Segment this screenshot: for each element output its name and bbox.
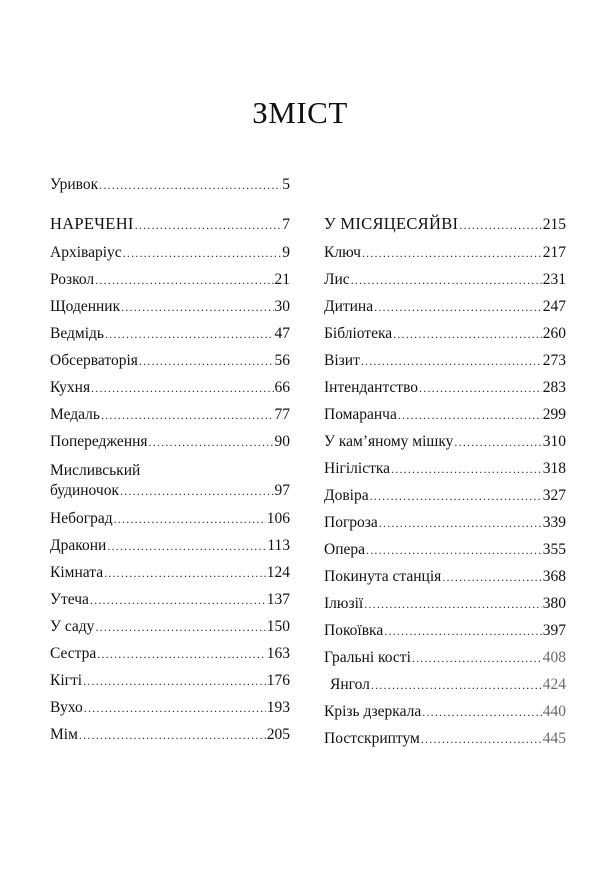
entry-page: 310	[542, 433, 566, 450]
entry-title: Попередження	[50, 433, 148, 450]
entry-title: Покинута станція	[324, 568, 442, 585]
page-title: ЗМІСТ	[252, 95, 348, 130]
toc-entry	[324, 352, 566, 370]
entry-page: 283	[542, 379, 566, 396]
entry-title: Сестра	[50, 645, 97, 662]
toc-section-entry	[324, 215, 566, 234]
dot-leader	[105, 325, 274, 343]
entry-page: 299	[542, 406, 566, 423]
dot-leader	[123, 244, 282, 262]
entry-title: У кам’яному мішку	[324, 433, 454, 450]
entry-title: Крізь дзеркала	[324, 703, 422, 720]
dot-leader	[398, 406, 542, 424]
entry-page: 368	[542, 568, 566, 585]
toc-entry	[324, 271, 566, 289]
entry-title: Утеча	[50, 591, 89, 608]
dot-leader	[351, 271, 542, 289]
toc-entry	[324, 568, 566, 586]
toc-entry	[324, 325, 566, 343]
dot-leader	[421, 730, 542, 748]
entry-page: 106	[266, 510, 290, 527]
entry-page: 163	[266, 645, 290, 662]
toc-entry	[50, 672, 290, 690]
entry-title: Опера	[324, 541, 365, 558]
entry-page: 355	[542, 541, 566, 558]
dot-leader	[95, 618, 265, 636]
toc-entry	[324, 514, 566, 532]
toc-entry	[50, 298, 290, 316]
entry-page: 380	[542, 595, 566, 612]
entry-title: Щоденник	[50, 298, 121, 315]
entry-title: Кімната	[50, 564, 104, 581]
dot-leader	[364, 595, 542, 613]
dot-leader	[121, 298, 273, 316]
toc-entry	[324, 649, 566, 667]
dot-leader	[393, 325, 542, 343]
toc-entry	[50, 433, 290, 451]
entry-title: Нігілістка	[324, 460, 391, 477]
entry-page: 21	[274, 271, 290, 288]
dot-leader	[149, 433, 274, 451]
toc-entry	[324, 622, 566, 640]
dot-leader	[454, 433, 541, 451]
dot-leader	[422, 703, 542, 721]
entry-second-line	[50, 482, 290, 500]
dot-leader	[114, 510, 266, 528]
toc-entry	[330, 676, 566, 694]
entry-title: Покоївка	[324, 622, 384, 639]
entry-title: Лис	[324, 271, 350, 288]
toc-entry	[50, 564, 290, 582]
toc-entry	[324, 541, 566, 559]
dot-leader	[99, 176, 281, 194]
entry-title: Бібліотека	[324, 325, 393, 342]
toc-entry	[50, 244, 290, 262]
dot-leader	[95, 271, 273, 289]
toc-entry	[50, 510, 290, 528]
toc-entry	[50, 271, 290, 289]
entry-page: 408	[542, 649, 566, 666]
toc-entry	[324, 730, 566, 748]
entry-title: Ведмідь	[50, 325, 104, 342]
entry-title-line1: Мисливський	[50, 462, 141, 479]
toc-entry	[324, 487, 566, 505]
toc-entry	[50, 726, 290, 744]
dot-leader	[90, 591, 266, 609]
entry-title: Довіра	[324, 487, 369, 504]
entry-page: 124	[266, 564, 290, 581]
dot-leader	[84, 699, 266, 717]
section-title: НАРЕЧЕНІ	[50, 214, 134, 233]
entry-page: 30	[274, 298, 290, 315]
entry-page: 397	[542, 622, 566, 639]
entry-page: 215	[542, 216, 566, 233]
entry-title: Кухня	[50, 379, 91, 396]
toc-entry	[50, 379, 290, 397]
toc-entry	[324, 244, 566, 262]
entry-page: 137	[266, 591, 290, 608]
entry-page: 440	[542, 703, 566, 720]
entry-title: Ключ	[324, 244, 361, 261]
entry-title: Помаранча	[324, 406, 397, 423]
entry-page: 231	[542, 271, 566, 288]
entry-page: 445	[542, 730, 566, 747]
toc-entry	[50, 591, 290, 609]
entry-title: Вухо	[50, 699, 83, 716]
dot-leader	[374, 298, 542, 316]
dot-leader	[384, 622, 542, 640]
dot-leader	[459, 216, 541, 234]
entry-title: Мім	[50, 726, 78, 743]
dot-leader	[371, 676, 542, 694]
toc-section-entry	[50, 215, 290, 234]
entry-page: 424	[542, 676, 566, 693]
entry-page: 9	[282, 244, 290, 261]
dot-leader	[107, 537, 266, 555]
entry-page: 97	[274, 482, 290, 499]
toc-entry	[324, 703, 566, 721]
entry-page: 77	[274, 406, 290, 423]
entry-page: 56	[274, 352, 290, 369]
entry-page: 273	[542, 352, 566, 369]
section-title: У МІСЯЦЕСЯЙВІ	[324, 214, 459, 233]
entry-page: 90	[274, 433, 290, 450]
dot-leader	[412, 649, 542, 667]
entry-page: 247	[542, 298, 566, 315]
entry-title: Архіваріус	[50, 244, 122, 261]
entry-page: 66	[274, 379, 290, 396]
dot-leader	[135, 216, 282, 234]
dot-leader	[91, 379, 273, 397]
toc-entry	[50, 352, 290, 370]
entry-title: Постскриптум	[324, 730, 420, 747]
entry-page: 150	[266, 618, 290, 635]
entry-page: 47	[274, 325, 290, 342]
entry-title: Візит	[324, 352, 360, 369]
entry-title: Небоград	[50, 510, 113, 527]
entry-title: Дракони	[50, 537, 107, 554]
entry-title: Янгол	[330, 676, 370, 693]
dot-leader	[139, 352, 274, 370]
entry-title-line2: будиночок	[50, 482, 119, 499]
entry-page: 5	[282, 176, 290, 193]
toc-entry	[324, 379, 566, 397]
dot-leader	[442, 568, 541, 586]
dot-leader	[83, 672, 266, 690]
dot-leader	[379, 514, 542, 532]
dot-leader	[97, 645, 265, 663]
toc-entry	[50, 645, 290, 663]
entry-title: Гральні кості	[324, 649, 411, 666]
entry-title: Інтендантство	[324, 379, 419, 396]
toc-entry	[324, 460, 566, 478]
dot-leader	[370, 487, 542, 505]
entry-page: 205	[266, 726, 290, 743]
toc-entry	[324, 298, 566, 316]
dot-leader	[120, 482, 274, 500]
dot-leader	[361, 352, 542, 370]
entry-page: 113	[267, 537, 290, 554]
entry-title: У саду	[50, 618, 95, 635]
toc-entry	[50, 406, 290, 424]
entry-page: 260	[542, 325, 566, 342]
dot-leader	[79, 726, 266, 744]
entry-page: 327	[542, 487, 566, 504]
entry-page: 339	[542, 514, 566, 531]
entry-title: Уривок	[50, 176, 99, 193]
toc-entry	[50, 699, 290, 717]
toc-entry	[324, 433, 566, 451]
entry-title: Ілюзії	[324, 595, 364, 612]
toc-entry	[324, 595, 566, 613]
dot-leader	[104, 564, 266, 582]
dot-leader	[366, 541, 542, 559]
entry-page: 176	[266, 672, 290, 689]
dot-leader	[419, 379, 542, 397]
entry-title: Кігті	[50, 672, 83, 689]
toc-entry	[50, 618, 290, 636]
entry-title: Обсерваторія	[50, 352, 138, 369]
entry-title: Дитина	[324, 298, 374, 315]
dot-leader	[391, 460, 542, 478]
toc-entry-multiline	[50, 462, 290, 500]
toc-entry	[50, 325, 290, 343]
entry-title: Медаль	[50, 406, 100, 423]
toc-entry	[50, 176, 290, 194]
toc-entry	[50, 537, 290, 555]
dot-leader	[362, 244, 542, 262]
entry-page: 7	[282, 216, 290, 233]
toc-entry	[324, 406, 566, 424]
entry-page: 318	[542, 460, 566, 477]
entry-page: 193	[266, 699, 290, 716]
entry-title: Розкол	[50, 271, 95, 288]
entry-title: Погроза	[324, 514, 378, 531]
dot-leader	[101, 406, 274, 424]
entry-page: 217	[542, 244, 566, 261]
